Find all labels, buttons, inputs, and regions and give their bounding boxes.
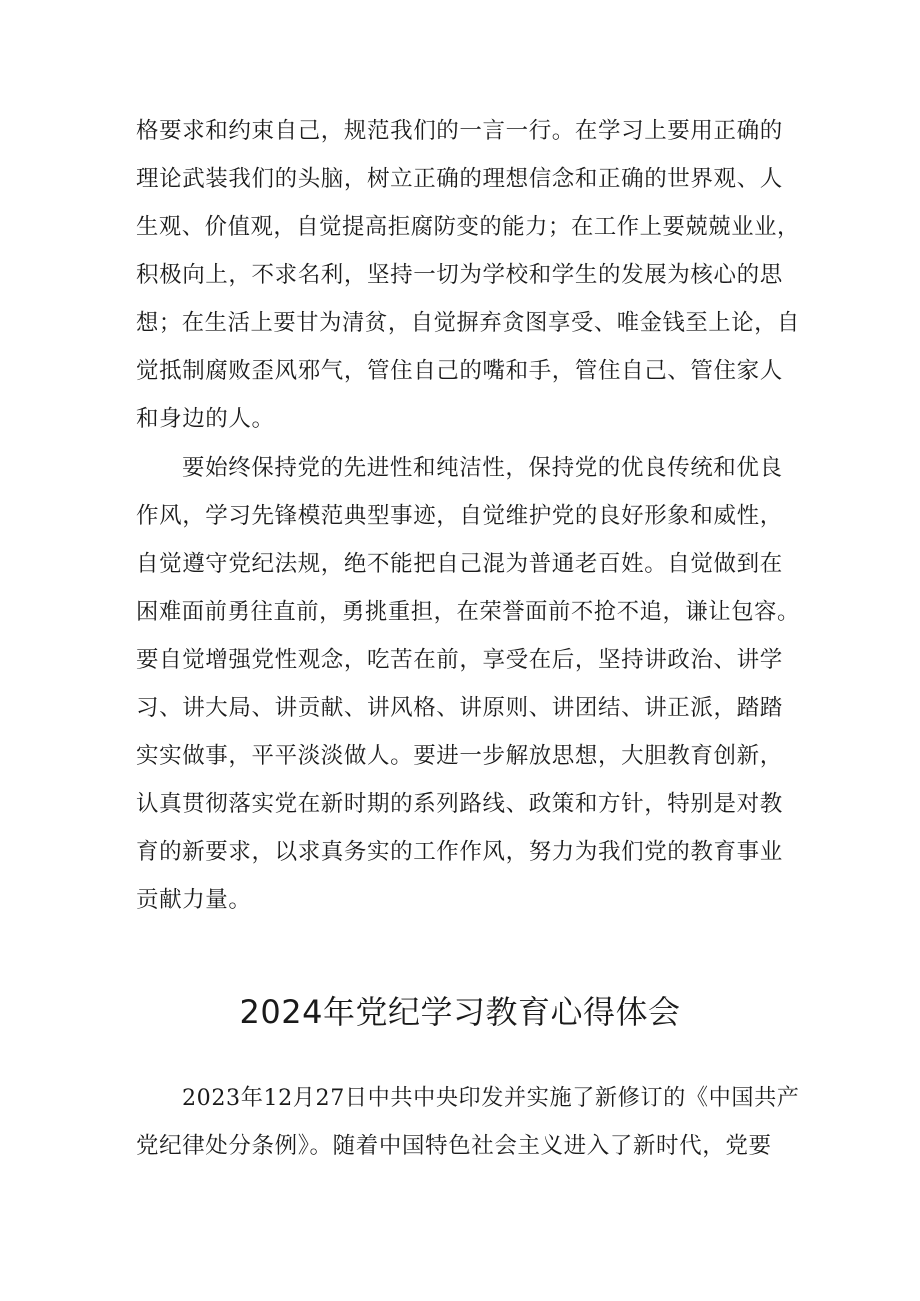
paragraph-2-line-3: 自觉遵守党纪法规，绝不能把自己混为普通老百姓。自觉做到在 <box>136 551 783 577</box>
paragraph-2-line-9: 育的新要求，以求真务实的工作作风，努力为我们党的教育事业 <box>136 839 783 865</box>
paragraph-2-line-7: 实实做事，平平淡淡做人。要进一步解放思想，大胆教育创新， <box>136 743 783 769</box>
paragraph-3-line-2: 党纪律处分条例》。随着中国特色社会主义进入了新时代，党要 <box>136 1133 772 1159</box>
document-heading: 2024年党纪学习教育心得体会 <box>239 993 681 1031</box>
paragraph-2-line-1: 要始终保持党的先进性和纯洁性，保持党的优良传统和优良 <box>182 455 783 481</box>
paragraph-1-line-4: 积极向上，不求名利，坚持一切为学校和学生的发展为核心的思 <box>136 262 783 288</box>
paragraph-3-line-1: 2023年12月27日中共中央印发并实施了新修订的《中国共产 <box>182 1085 800 1111</box>
paragraph-2-line-5: 要自觉增强党性观念，吃苦在前，享受在后，坚持讲政治、讲学 <box>136 647 783 673</box>
paragraph-2-line-6: 习、讲大局、讲贡献、讲风格、讲原则、讲团结、讲正派，踏踏 <box>136 695 783 721</box>
paragraph-2-line-2: 作风，学习先锋模范典型事迹，自觉维护党的良好形象和威性， <box>136 503 783 529</box>
paragraph-1-line-7: 和身边的人。 <box>136 406 275 432</box>
paragraph-1-line-3: 生观、价值观，自觉提高拒腐防变的能力；在工作上要兢兢业业， <box>136 214 800 240</box>
paragraph-1-line-1: 格要求和约束自己，规范我们的一言一行。在学习上要用正确的 <box>136 118 783 144</box>
paragraph-2-line-10: 贡献力量。 <box>136 887 252 913</box>
paragraph-1-line-5: 想；在生活上要甘为清贫，自觉摒弃贪图享受、唯金钱至上论，自 <box>136 310 800 336</box>
paragraph-2-line-8: 认真贯彻落实党在新时期的系列路线、政策和方针，特别是对教 <box>136 791 783 817</box>
paragraph-2-line-4: 困难面前勇往直前，勇挑重担，在荣誉面前不抢不追，谦让包容。 <box>136 599 800 625</box>
paragraph-1-line-2: 理论武装我们的头脑，树立正确的理想信念和正确的世界观、人 <box>136 166 783 192</box>
paragraph-1-line-6: 觉抵制腐败歪风邪气，管住自己的嘴和手，管住自己、管住家人 <box>136 358 783 384</box>
